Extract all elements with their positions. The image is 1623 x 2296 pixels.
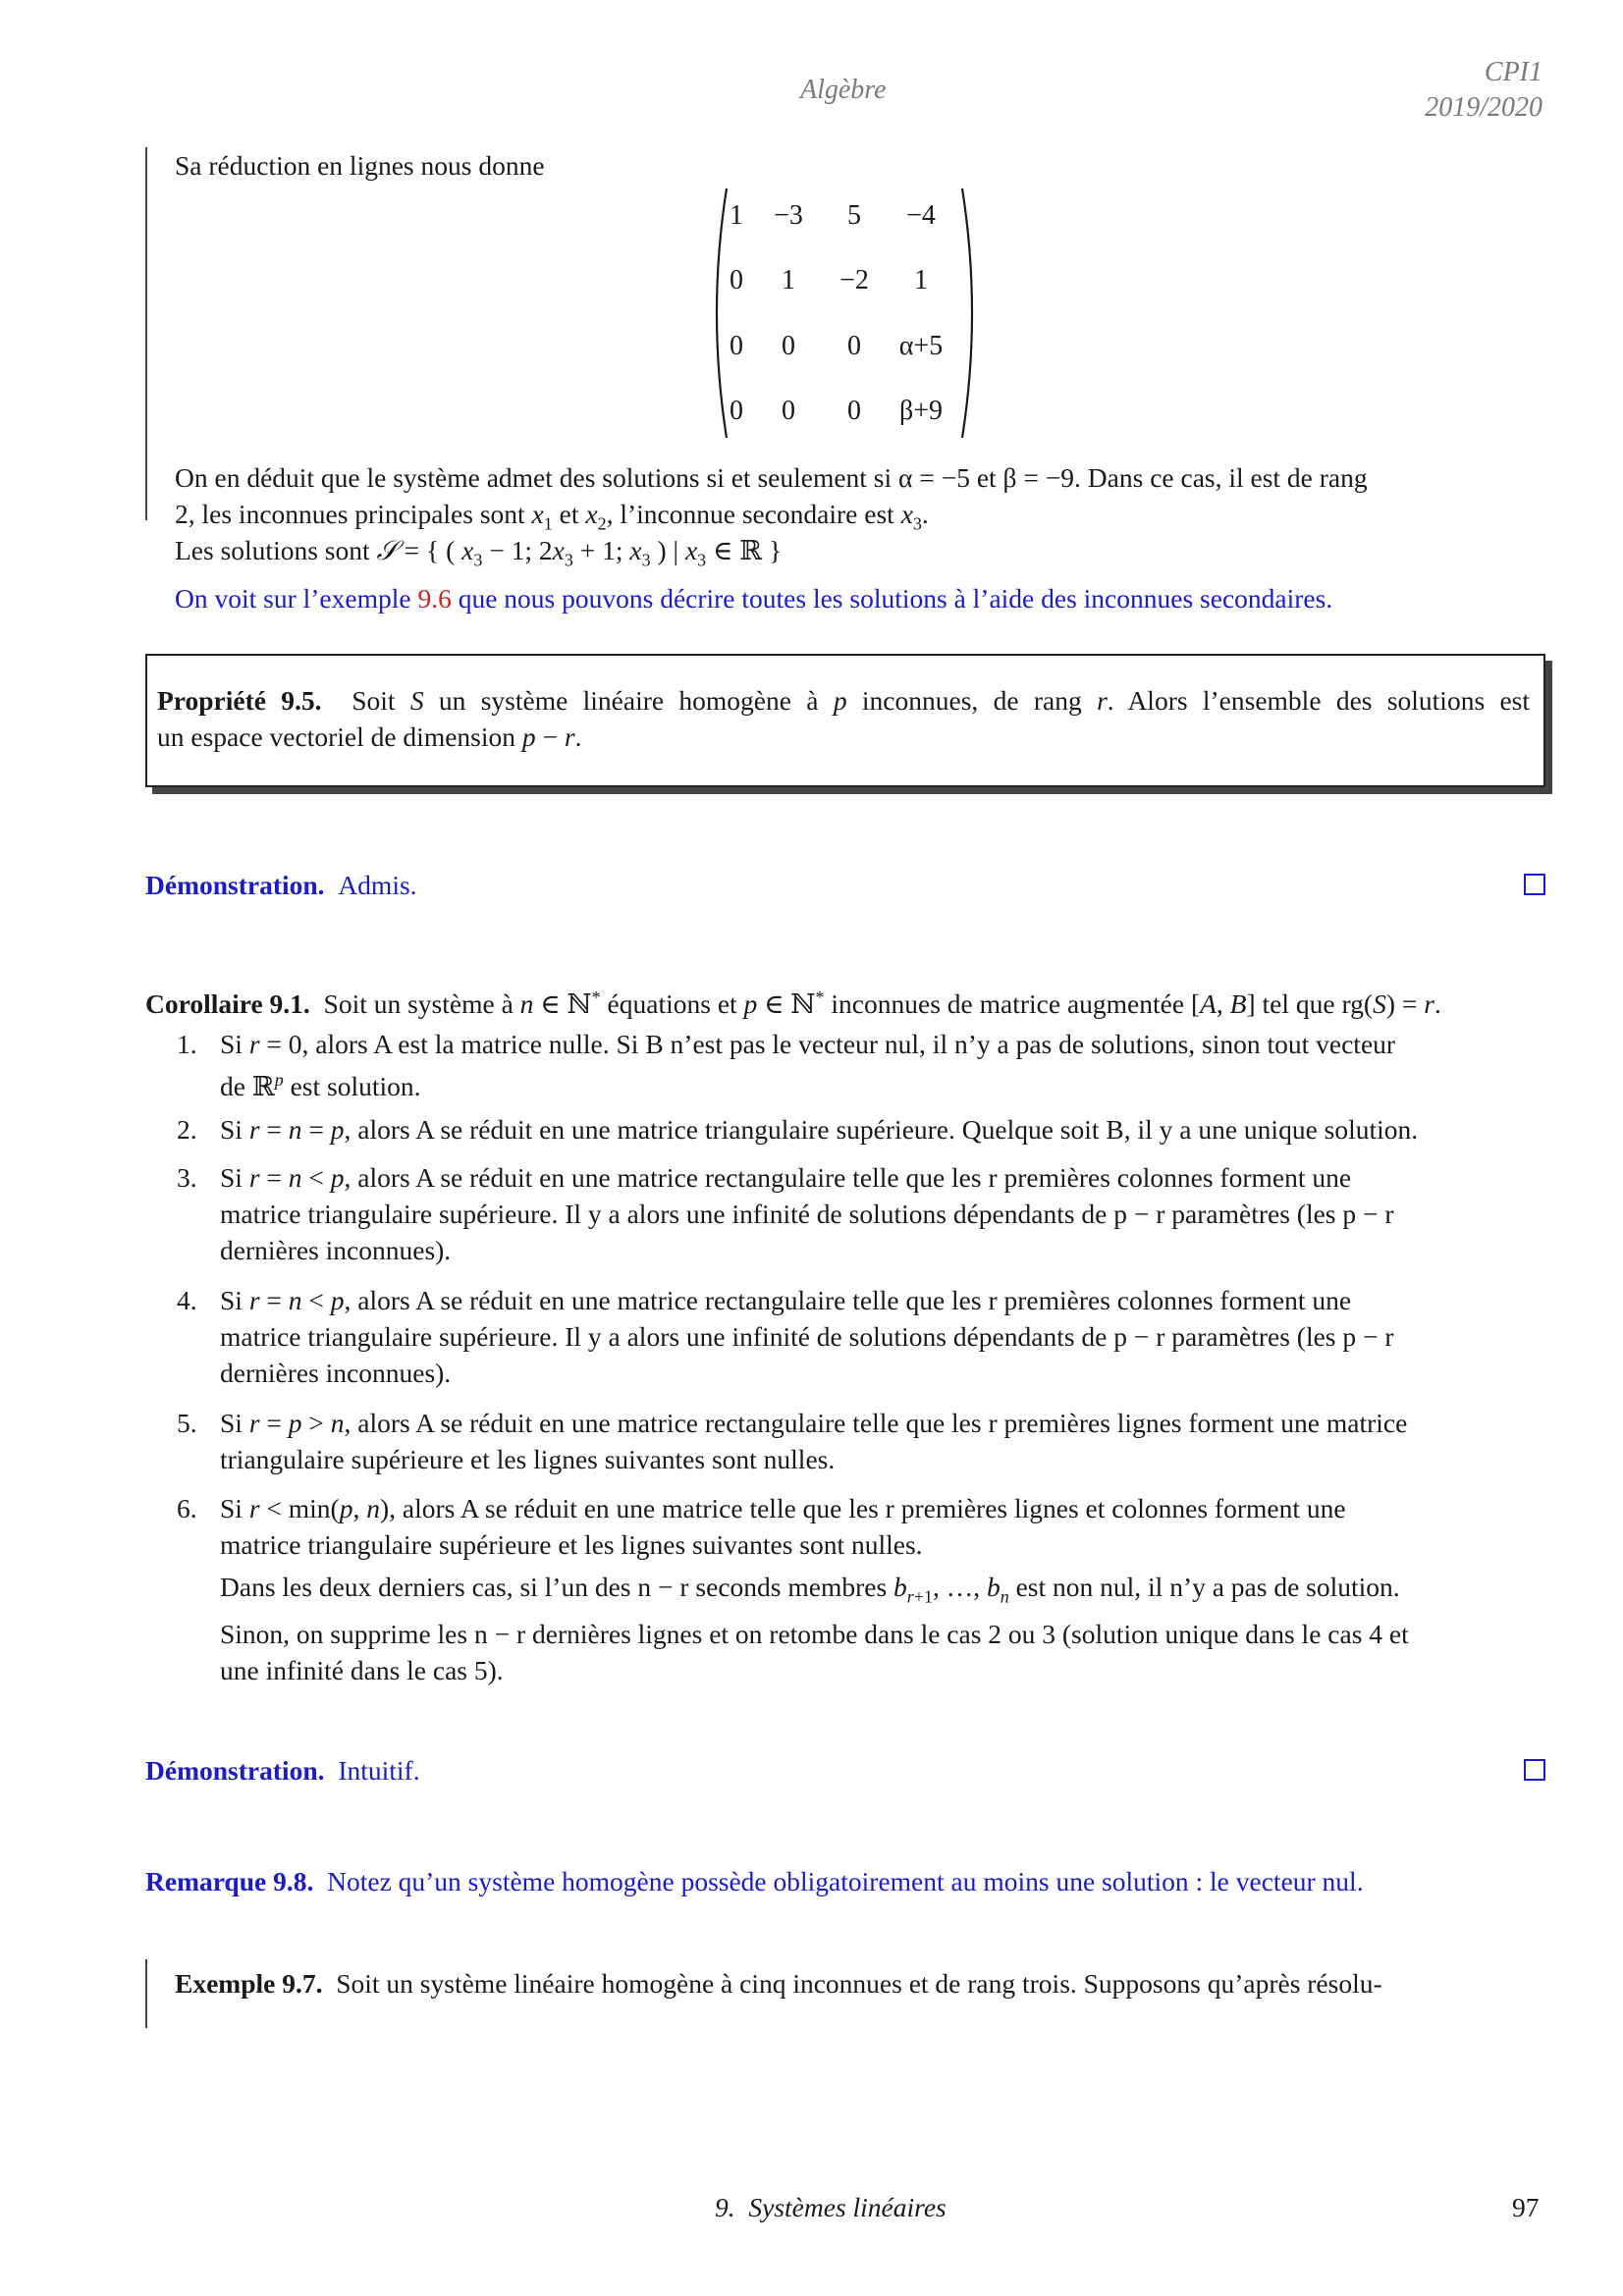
reduced-matrix xyxy=(705,185,984,442)
item-1-line-1: alors A est la matrice nulle. Si B n’est pas le vecteur nul, il n’y a pas de solutions, sinon tout vecteur xyxy=(315,1029,1396,1059)
line2-part-b: et xyxy=(552,499,586,529)
item-3-line-3: dernières inconnues). xyxy=(220,1235,452,1265)
list-number: 6. xyxy=(177,1493,197,1523)
footer-chapter: 9. Systèmes linéaires xyxy=(715,2192,947,2222)
property-line-1: Propriété 9.5. Soit S un système linéaire homogène à p inconnues, de rang r. Alors l’ensemble des solutions est xyxy=(157,685,1531,716)
matrix-cell: 0 xyxy=(730,331,743,361)
item-4-line-3: dernières inconnues). xyxy=(220,1358,452,1388)
item-4-line-2: matrice triangulaire supérieure. Il y a alors une infinité de solutions dépendants de p − r paramètres (les p − r xyxy=(220,1321,1394,1352)
matrix-cell: −3 xyxy=(774,200,803,231)
item-6-para-1b: est non nul, il n’y a pas de solution. xyxy=(1015,1572,1400,1602)
remark-title: Remarque 9.8. xyxy=(145,1866,314,1896)
demo-1-text: Admis. xyxy=(338,870,417,900)
example-note xyxy=(175,580,1332,616)
matrix-cell: 1 xyxy=(914,265,928,295)
item-6-line-2: matrice triangulaire supérieure et les lignes suivantes sont nulles. xyxy=(220,1529,923,1560)
deduction-line-1: On en déduit que le système admet des solutions si et seulement si α = −5 et β = −9. Dans ce cas, il est de rang xyxy=(175,462,1368,493)
solutions-label: Les solutions sont xyxy=(175,535,377,565)
corollary-intro-c: inconnues de matrice augmentée xyxy=(824,988,1191,1020)
item-5-line-2: triangulaire supérieure et les lignes suivantes sont nulles. xyxy=(220,1444,836,1474)
example-bar xyxy=(145,147,147,520)
matrix-cell: 1 xyxy=(730,200,743,231)
example-9-7 xyxy=(175,1965,1382,2002)
note-part-a: On voit sur l’exemple xyxy=(175,583,418,614)
corollary-intro-d: tel que rg xyxy=(1255,988,1364,1020)
list-text: Si r = n = p, alors A se réduit en une matrice triangulaire supérieure. Quelque soit B, il y a une unique solution. xyxy=(220,1114,1419,1145)
example-intro: Sa réduction en lignes nous donne xyxy=(175,150,545,181)
list-number: 3. xyxy=(177,1162,197,1193)
list-number: 5. xyxy=(177,1408,197,1438)
list-item xyxy=(177,1111,1551,1150)
demo-1 xyxy=(145,867,417,903)
matrix-cell: 0 xyxy=(782,331,795,361)
line2-part-c: , l’inconnue secondaire est xyxy=(606,499,901,529)
item-6-para-2: Sinon, on supprime les n − r dernières lignes et on retombe dans le cas 2 ou 3 (solution unique dans le cas 4 et xyxy=(220,1618,1409,1649)
property-text-d: . Alors l’ensemble des solutions est xyxy=(1107,685,1531,716)
list-text: Si r = p > n, alors A se réduit en une matrice rectangulaire telle que les r premières lignes forment une matrice triangulaire supérieure et les lignes suivantes sont nulles. xyxy=(220,1408,1408,1474)
qed-square-icon xyxy=(1524,1759,1545,1781)
demo-2 xyxy=(145,1752,420,1789)
list-number: 1. xyxy=(177,1029,197,1059)
matrix-cell: α+5 xyxy=(898,331,944,361)
deduction-line-2: 2, les inconnues principales sont $x_1$ et $x_2$, l’inconnue secondaire est $x_3$. xyxy=(175,499,929,534)
matrix-cell: −4 xyxy=(906,200,936,231)
list-item xyxy=(177,1026,1551,1104)
page-number: 97 xyxy=(1512,2192,1540,2222)
item-1-line-2: est solution. xyxy=(290,1071,421,1102)
matrix-cell: β+9 xyxy=(898,396,944,426)
property-text-b: un système linéaire homogène à xyxy=(423,685,834,716)
qed-square-icon xyxy=(1524,874,1545,895)
corollary-intro: Corollaire 9.1. Soit un système à n ∈ ℕ* équations et p ∈ ℕ* inconnues de matrice augmentée [A, B] tel que rg(S) = r. xyxy=(145,988,1441,1020)
item-6-line-1: alors A se réduit en une matrice telle que les r premières lignes et colonnes forment une xyxy=(402,1493,1346,1523)
list-item xyxy=(177,1490,1551,1686)
matrix-cell: 0 xyxy=(730,396,743,426)
property-text-e: un espace vectoriel de dimension xyxy=(157,721,522,752)
item-4-line-1: alors A se réduit en une matrice rectangulaire telle que les r premières colonnes forment une xyxy=(357,1285,1352,1315)
corollary-intro-b: équations et xyxy=(600,988,744,1020)
property-text-c: inconnues, de rang xyxy=(846,685,1098,716)
item-6-para-3: une infinité dans le cas 5). xyxy=(220,1654,504,1685)
matrix-cell: 0 xyxy=(730,265,743,295)
solutions-line: Les solutions sont 𝒮 = { ( $x_3 - 1$; $2x_3 + 1$; $x_3$ ) | $x_3$ ∈ ℝ } xyxy=(175,535,783,570)
list-text: Si r = n < p, alors A se réduit en une matrice rectangulaire telle que les r premières colonnes forment une matrice triangulaire supérieure. Il y a alors une infinité de solutions dépendants de p − r paramètres (les p − r dernières inconnues). xyxy=(220,1162,1394,1265)
matrix-cell: 0 xyxy=(782,396,795,426)
corollary-intro-a: Soit un système à xyxy=(323,988,520,1020)
example-ref-link[interactable]: 9.6 xyxy=(417,583,452,614)
item-3-line-2: matrice triangulaire supérieure. Il y a alors une infinité de solutions dépendants de p − r paramètres (les p − r xyxy=(220,1199,1394,1229)
list-text: Si r = 0, alors A est la matrice nulle. Si B n’est pas le vecteur nul, il n’y a pas de solutions, sinon tout vecteur de ℝ$^p$ est solution. xyxy=(220,1029,1396,1102)
list-item xyxy=(177,1282,1551,1395)
item-3-line-1: alors A se réduit en une matrice rectangulaire telle que les r premières colonnes forment une xyxy=(357,1162,1352,1193)
item-5-line-1: alors A se réduit en une matrice rectangulaire telle que les r premières lignes forment une matrice xyxy=(357,1408,1408,1438)
property-text-a: Soit xyxy=(352,685,410,716)
demo-1-title: Démonstration. xyxy=(145,870,325,900)
list-item xyxy=(177,1159,1551,1272)
line2-part-a: 2, les inconnues principales sont xyxy=(175,499,532,529)
demo-2-title: Démonstration. xyxy=(145,1755,325,1786)
matrix-cell: 0 xyxy=(847,331,861,361)
example-text: Soit un système linéaire homogène à cinq inconnues et de rang trois. Supposons qu’après résolu- xyxy=(336,1968,1382,1999)
list-item xyxy=(177,1405,1551,1483)
list-text: Si r = n < p, alors A se réduit en une matrice rectangulaire telle que les r premières colonnes forment une matrice triangulaire supérieure. Il y a alors une infinité de solutions dépendants de p − r paramètres (les p − r dernières inconnues). xyxy=(220,1285,1394,1388)
matrix-cell: 1 xyxy=(782,265,795,295)
remark-text: Notez qu’un système homogène possède obligatoirement au moins une solution : le vecteur nul. xyxy=(327,1866,1364,1896)
demo-2-text: Intuitif. xyxy=(338,1755,420,1786)
list-text: Si r < min(p, n), alors A se réduit en une matrice telle que les r premières lignes et colonnes forment une matrice triangulaire supérieure et les lignes suivantes sont nulles. Dans les deux derniers cas, si l’un des n − r seconds membres $b_{r+1}$, …, $b_n$ est non nul, il n’y a pas de solution. Sinon, on supprime les n − r dernières lignes et on retombe dans le cas 2 ou 3 (solution unique dans le cas 4 et une infinité dans le cas 5). xyxy=(220,1493,1409,1685)
matrix-cell: 0 xyxy=(847,396,861,426)
header-year: 2019/2020 xyxy=(1425,92,1542,123)
header-class: CPI1 xyxy=(1484,57,1542,87)
example-bar xyxy=(145,1959,147,2028)
item-2-line: alors A se réduit en une matrice triangulaire supérieure. Quelque soit B, il y a une unique solution. xyxy=(357,1114,1419,1145)
remark xyxy=(145,1863,1364,1899)
header-subject: Algèbre xyxy=(800,75,887,105)
property-line-2: un espace vectoriel de dimension p − r. xyxy=(157,721,582,752)
matrix-cell: 5 xyxy=(847,200,861,231)
property-title: Propriété 9.5. xyxy=(157,685,322,716)
item-6-para-1: Dans les deux derniers cas, si l’un des n − r seconds membres xyxy=(220,1572,888,1602)
matrix-cell: −2 xyxy=(839,265,869,295)
corollary-title: Corollaire 9.1. xyxy=(145,988,310,1020)
list-number: 2. xyxy=(177,1114,197,1145)
note-part-b: que nous pouvons décrire toutes les solutions à l’aide des inconnues secondaires. xyxy=(451,583,1333,614)
list-number: 4. xyxy=(177,1285,197,1315)
example-title: Exemple 9.7. xyxy=(175,1968,323,1999)
